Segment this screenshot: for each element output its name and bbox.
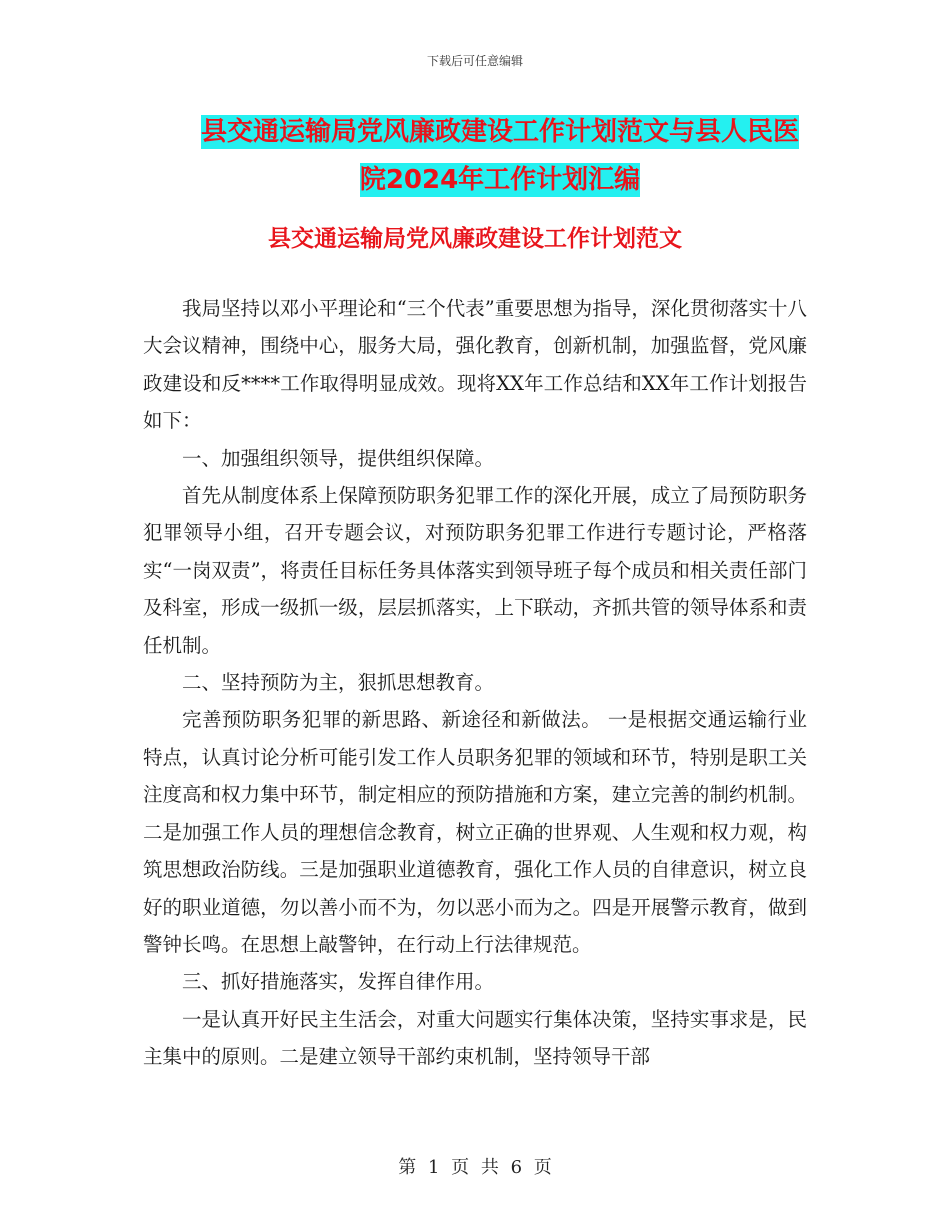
- heading-two: 二、坚持预防为主，狠抓思想教育。: [182, 671, 495, 695]
- body-text: [143, 290, 807, 1076]
- title-line-2: 院2024年工作计划汇编: [359, 165, 641, 195]
- heading-one: 一、加强组织领导，提供组织保障。: [182, 446, 495, 470]
- section-title: 县交通运输局党风廉政建设工作计划范文: [268, 226, 682, 252]
- paragraph-three: 一是认真开好民主生活会，对重大问题实行集体决策，坚持实事求是，民主集中的原则。二是建立领导干部约束机制，坚持领导干部: [143, 1007, 807, 1069]
- download-note: 下载后可任意编辑: [426, 54, 523, 68]
- paragraph-two: 完善预防职务犯罪的新思路、新途径和新做法。 一是根据交通运输行业特点，认真讨论分析可能引发工作人员职务犯罪的领域和环节，特别是职工关注度高和权力集中环节，制定相应的预防措施和方案，建立完善的制约机制。二是加强工作人员的理想信念教育，树立正确的世界观、人生观和权力观，构筑思想政治防线。三是加强职业道德教育，强化工作人员的自律意识，树立良好的职业道德，勿以善小而不为，勿以恶小而为之。四是开展警示教育，做到警钟长鸣。在思想上敲警钟，在行动上行法律规范。: [143, 708, 807, 956]
- title-line-1: 县交通运输局党风廉政建设工作计划范文与县人民医: [200, 117, 799, 147]
- page-number: 第 1 页 共 6 页: [398, 1157, 552, 1178]
- paragraph-one: 首先从制度体系上保障预防职务犯罪工作的深化开展，成立了局预防职务犯罪领导小组，召开专题会议，对预防职务犯罪工作进行专题讨论，严格落实“一岗双责”，将责任目标任务具体落实到领导班子每个成员和相关责任部门及科室，形成一级抓一级，层层抓落实，上下联动，齐抓共管的领导体系和责任机制。: [143, 484, 807, 657]
- document-title: [190, 108, 810, 204]
- paragraph-intro: 我局坚持以邓小平理论和“三个代表”重要思想为指导，深化贯彻落实十八大会议精神，围绕中心，服务大局，强化教育，创新机制，加强监督，党风廉政建设和反****工作取得明显成效。现将XX年工作总结和XX年工作计划报告如下：: [143, 297, 807, 433]
- heading-three: 三、抓好措施落实，发挥自律作用。: [182, 970, 495, 994]
